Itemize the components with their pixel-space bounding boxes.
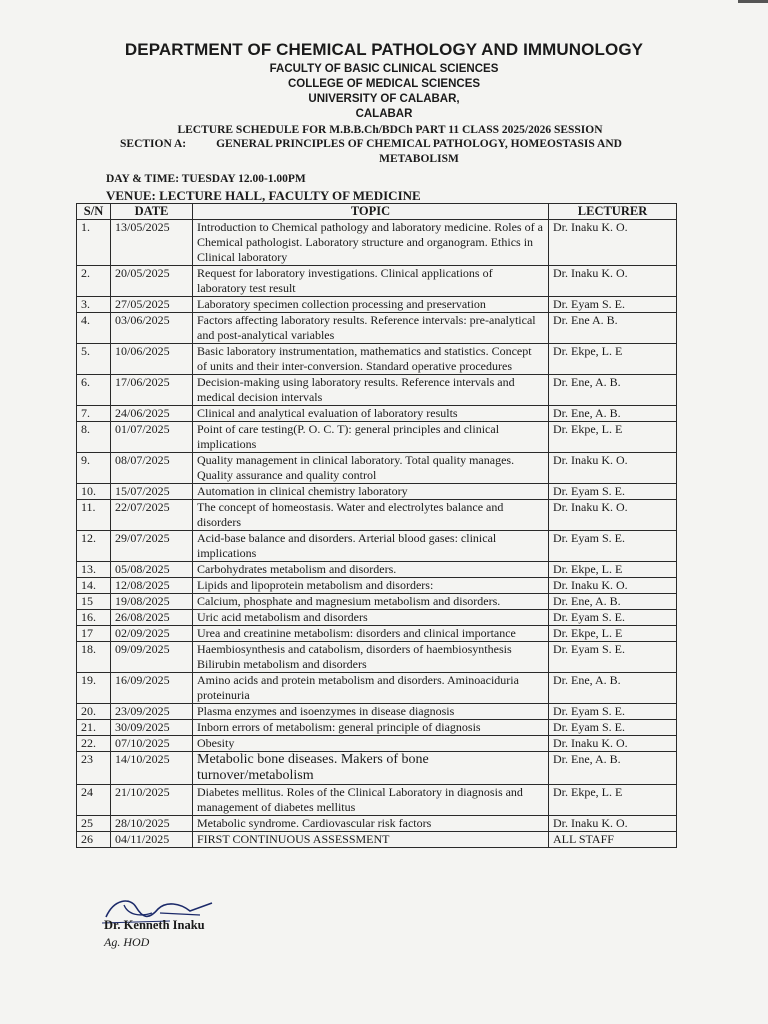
cell-lecturer: Dr. Ene, A. B. <box>549 406 677 422</box>
schedule-title: LECTURE SCHEDULE FOR M.B.B.Ch/BDCh PART 11 CLASS 2025/2026 SESSION <box>177 124 603 136</box>
cell-lecturer: Dr. Ekpe, L. E <box>549 626 677 642</box>
table-row <box>77 626 677 642</box>
cell-date: 09/09/2025 <box>111 642 193 673</box>
table-row <box>77 816 677 832</box>
table-row <box>77 297 677 313</box>
cell-date: 30/09/2025 <box>111 720 193 736</box>
cell-date: 24/06/2025 <box>111 406 193 422</box>
cell-lecturer: Dr. Ene, A. B. <box>549 375 677 406</box>
cell-sn: 1. <box>77 220 111 266</box>
cell-lecturer: Dr. Ene A. B. <box>549 313 677 344</box>
corner-mark <box>738 0 768 3</box>
section-label: SECTION A: <box>120 138 187 150</box>
column-header-sn: S/N <box>77 204 111 220</box>
cell-date: 28/10/2025 <box>111 816 193 832</box>
table-row <box>77 422 677 453</box>
cell-sn: 3. <box>77 297 111 313</box>
cell-lecturer: Dr. Inaku K. O. <box>549 500 677 531</box>
cell-date: 20/05/2025 <box>111 266 193 297</box>
cell-sn: 6. <box>77 375 111 406</box>
cell-topic: Urea and creatinine metabolism: disorders and clinical importance <box>193 626 549 642</box>
table-row <box>77 720 677 736</box>
cell-sn: 21. <box>77 720 111 736</box>
table-row <box>77 220 677 266</box>
table-row <box>77 406 677 422</box>
cell-lecturer: Dr. Inaku K. O. <box>549 453 677 484</box>
cell-date: 02/09/2025 <box>111 626 193 642</box>
table-row <box>77 562 677 578</box>
cell-date: 16/09/2025 <box>111 673 193 704</box>
cell-topic: Request for laboratory investigations. Clinical applications of laboratory test result <box>193 266 549 297</box>
cell-lecturer: Dr. Eyam S. E. <box>549 610 677 626</box>
cell-topic: Inborn errors of metabolism: general principle of diagnosis <box>193 720 549 736</box>
table-row <box>77 642 677 673</box>
day-time: DAY & TIME: TUESDAY 12.00-1.00PM <box>106 173 306 185</box>
table-header-row <box>77 204 677 220</box>
cell-sn: 16. <box>77 610 111 626</box>
cell-date: 15/07/2025 <box>111 484 193 500</box>
cell-sn: 19. <box>77 673 111 704</box>
table-row <box>77 610 677 626</box>
table-row <box>77 785 677 816</box>
section-title: GENERAL PRINCIPLES OF CHEMICAL PATHOLOGY, HOMEOSTASIS AND METABOLISM <box>216 138 622 165</box>
cell-topic: The concept of homeostasis. Water and electrolytes balance and disorders <box>193 500 549 531</box>
table-row <box>77 344 677 375</box>
cell-topic: Lipids and lipoprotein metabolism and disorders: <box>193 578 549 594</box>
cell-topic: Amino acids and protein metabolism and disorders. Aminoaciduria proteinuria <box>193 673 549 704</box>
cell-date: 17/06/2025 <box>111 375 193 406</box>
cell-lecturer: ALL STAFF <box>549 832 677 848</box>
cell-sn: 25 <box>77 816 111 832</box>
cell-lecturer: Dr. Ene, A. B. <box>549 594 677 610</box>
cell-sn: 17 <box>77 626 111 642</box>
cell-lecturer: Dr. Ekpe, L. E <box>549 422 677 453</box>
table-row <box>77 832 677 848</box>
cell-date: 22/07/2025 <box>111 500 193 531</box>
cell-lecturer: Dr. Ene, A. B. <box>549 752 677 785</box>
schedule-table <box>76 203 677 848</box>
signatory-role: Ag. HOD <box>104 935 150 949</box>
cell-topic: Metabolic syndrome. Cardiovascular risk factors <box>193 816 549 832</box>
cell-sn: 8. <box>77 422 111 453</box>
cell-lecturer: Dr. Inaku K. O. <box>549 736 677 752</box>
cell-sn: 5. <box>77 344 111 375</box>
city-line: CALABAR <box>355 108 413 120</box>
column-header-lecturer: LECTURER <box>549 204 677 220</box>
cell-date: 14/10/2025 <box>111 752 193 785</box>
table-row <box>77 752 677 785</box>
cell-lecturer: Dr. Eyam S. E. <box>549 720 677 736</box>
cell-date: 04/11/2025 <box>111 832 193 848</box>
table-row <box>77 578 677 594</box>
cell-date: 03/06/2025 <box>111 313 193 344</box>
table-row <box>77 313 677 344</box>
cell-lecturer: Dr. Inaku K. O. <box>549 220 677 266</box>
cell-lecturer: Dr. Ekpe, L. E <box>549 562 677 578</box>
cell-date: 23/09/2025 <box>111 704 193 720</box>
cell-topic: Plasma enzymes and isoenzymes in disease diagnosis <box>193 704 549 720</box>
cell-sn: 23 <box>77 752 111 785</box>
cell-topic: Obesity <box>193 736 549 752</box>
cell-lecturer: Dr. Eyam S. E. <box>549 531 677 562</box>
column-header-date: DATE <box>111 204 193 220</box>
cell-date: 13/05/2025 <box>111 220 193 266</box>
cell-sn: 9. <box>77 453 111 484</box>
cell-topic: Laboratory specimen collection processing and preservation <box>193 297 549 313</box>
cell-lecturer: Dr. Eyam S. E. <box>549 297 677 313</box>
cell-sn: 7. <box>77 406 111 422</box>
cell-sn: 14. <box>77 578 111 594</box>
cell-sn: 11. <box>77 500 111 531</box>
cell-date: 10/06/2025 <box>111 344 193 375</box>
cell-lecturer: Dr. Inaku K. O. <box>549 816 677 832</box>
cell-lecturer: Dr. Eyam S. E. <box>549 484 677 500</box>
cell-topic: Introduction to Chemical pathology and laboratory medicine. Roles of a Chemical pathologist. Laboratory structure and organogram. Ethics in Clinical laboratory <box>193 220 549 266</box>
cell-date: 26/08/2025 <box>111 610 193 626</box>
cell-topic: Haembiosynthesis and catabolism, disorders of haembiosynthesis Bilirubin metabolism and disorders <box>193 642 549 673</box>
cell-lecturer: Dr. Ekpe, L. E <box>549 344 677 375</box>
cell-topic: Uric acid metabolism and disorders <box>193 610 549 626</box>
cell-sn: 2. <box>77 266 111 297</box>
cell-sn: 20. <box>77 704 111 720</box>
cell-topic: Clinical and analytical evaluation of laboratory results <box>193 406 549 422</box>
cell-topic: Quality management in clinical laboratory. Total quality manages. Quality assurance and quality control <box>193 453 549 484</box>
venue: VENUE: LECTURE HALL, FACULTY OF MEDICINE <box>106 188 421 203</box>
table-row <box>77 500 677 531</box>
college-line: COLLEGE OF MEDICAL SCIENCES <box>287 78 481 90</box>
table-row <box>77 736 677 752</box>
cell-topic: Diabetes mellitus. Roles of the Clinical Laboratory in diagnosis and management of diabetes mellitus <box>193 785 549 816</box>
cell-topic: Carbohydrates metabolism and disorders. <box>193 562 549 578</box>
cell-sn: 13. <box>77 562 111 578</box>
cell-topic: FIRST CONTINUOUS ASSESSMENT <box>193 832 549 848</box>
table-row <box>77 453 677 484</box>
table-row <box>77 704 677 720</box>
cell-topic: Decision-making using laboratory results. Reference intervals and medical decision intervals <box>193 375 549 406</box>
table-row <box>77 484 677 500</box>
cell-sn: 26 <box>77 832 111 848</box>
cell-date: 05/08/2025 <box>111 562 193 578</box>
cell-topic: Acid-base balance and disorders. Arterial blood gases: clinical implications <box>193 531 549 562</box>
cell-date: 07/10/2025 <box>111 736 193 752</box>
cell-lecturer: Dr. Eyam S. E. <box>549 642 677 673</box>
cell-date: 27/05/2025 <box>111 297 193 313</box>
department-title: DEPARTMENT OF CHEMICAL PATHOLOGY AND IMMUNOLOGY <box>124 40 644 59</box>
cell-lecturer: Dr. Eyam S. E. <box>549 704 677 720</box>
cell-date: 12/08/2025 <box>111 578 193 594</box>
cell-topic: Metabolic bone diseases. Makers of bone turnover/metabolism <box>193 752 549 785</box>
cell-sn: 15 <box>77 594 111 610</box>
cell-sn: 18. <box>77 642 111 673</box>
university-line: UNIVERSITY OF CALABAR, <box>308 93 460 105</box>
cell-lecturer: Dr. Ekpe, L. E <box>549 785 677 816</box>
cell-sn: 10. <box>77 484 111 500</box>
cell-topic: Automation in clinical chemistry laboratory <box>193 484 549 500</box>
cell-date: 01/07/2025 <box>111 422 193 453</box>
cell-sn: 24 <box>77 785 111 816</box>
cell-topic: Point of care testing(P. O. C. T): general principles and clinical implications <box>193 422 549 453</box>
cell-sn: 12. <box>77 531 111 562</box>
cell-date: 21/10/2025 <box>111 785 193 816</box>
column-header-topic: TOPIC <box>193 204 549 220</box>
cell-topic: Basic laboratory instrumentation, mathematics and statistics. Concept of units and their inter-conversion. Standard operative procedures <box>193 344 549 375</box>
table-row <box>77 594 677 610</box>
table-row <box>77 673 677 704</box>
cell-date: 08/07/2025 <box>111 453 193 484</box>
cell-topic: Factors affecting laboratory results. Reference intervals: pre-analytical and post-analytical variables <box>193 313 549 344</box>
cell-lecturer: Dr. Ene, A. B. <box>549 673 677 704</box>
cell-sn: 22. <box>77 736 111 752</box>
cell-lecturer: Dr. Inaku K. O. <box>549 578 677 594</box>
faculty-line: FACULTY OF BASIC CLINICAL SCIENCES <box>269 63 499 75</box>
table-row <box>77 531 677 562</box>
table-row <box>77 266 677 297</box>
table-row <box>77 375 677 406</box>
signatory-name: Dr. Kenneth Inaku <box>104 918 205 932</box>
cell-date: 19/08/2025 <box>111 594 193 610</box>
cell-sn: 4. <box>77 313 111 344</box>
cell-topic: Calcium, phosphate and magnesium metabolism and disorders. <box>193 594 549 610</box>
cell-lecturer: Dr. Inaku K. O. <box>549 266 677 297</box>
cell-date: 29/07/2025 <box>111 531 193 562</box>
